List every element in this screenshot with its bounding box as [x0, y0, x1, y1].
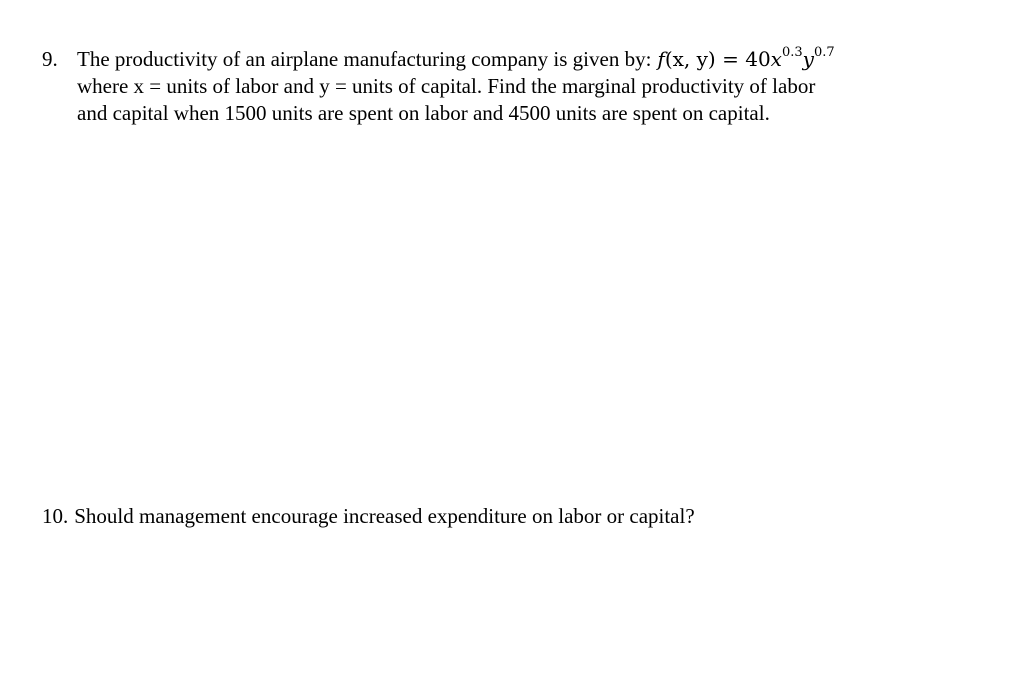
formula-y-exponent: 0.7	[813, 45, 835, 61]
question-9-line-3	[42, 100, 835, 127]
question-number: 10.	[42, 504, 69, 528]
question-10-line-1	[42, 503, 695, 530]
productivity-formula	[657, 46, 834, 73]
formula-x-exponent: 0.3	[781, 45, 803, 61]
question-number: 9.	[42, 47, 58, 71]
question-text: The productivity of an airplane manufacturing company is given by:	[77, 47, 652, 71]
formula-coefficient: 40	[745, 47, 771, 71]
question-text: Should management encourage increased expenditure on labor or capital?	[74, 504, 695, 528]
formula-x: x	[770, 47, 782, 71]
question-10	[42, 503, 695, 530]
question-text: where x = units of labor and y = units of capital. Find the marginal productivity of labor	[77, 74, 816, 98]
formula-function: f	[657, 47, 665, 71]
question-9-line-1	[42, 46, 835, 73]
question-9-line-2	[42, 73, 835, 100]
question-9	[42, 46, 835, 127]
formula-y: y	[802, 47, 814, 71]
formula-args: (x, y)	[664, 47, 716, 71]
question-text: and capital when 1500 units are spent on labor and 4500 units are spent on capital.	[77, 101, 770, 125]
formula-equals: =	[715, 47, 746, 71]
